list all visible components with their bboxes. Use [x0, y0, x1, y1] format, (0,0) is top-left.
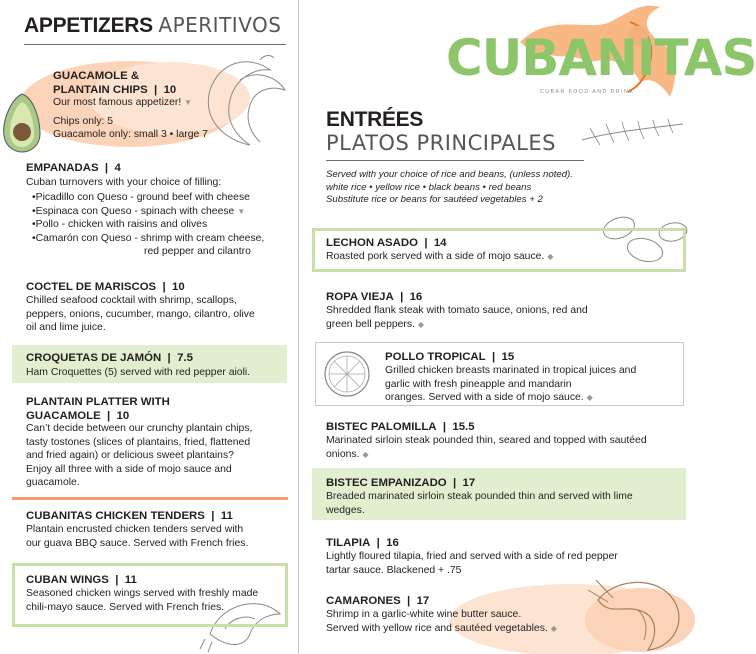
plantain-platter-desc-line: guacamole.	[26, 477, 80, 489]
list-item: •Pollo - chicken with raisins and olives	[32, 219, 208, 231]
plantain-platter-price: 10	[116, 410, 130, 422]
empanizado-desc-line: wedges.	[326, 504, 365, 516]
ropa-price: 16	[409, 291, 423, 303]
palomilla-desc-line	[326, 448, 647, 462]
entrees-heading-rule	[326, 160, 584, 161]
diamond-icon: ◆	[547, 252, 554, 261]
plantain-platter-desc-line: Enjoy all three with a side of mojo sauce and	[26, 463, 232, 475]
logo-wordmark: CUBANITAS	[446, 29, 756, 87]
guacamole-name-line2: PLANTAIN CHIPS | 10	[53, 84, 177, 96]
rosemary-sketch-icon	[580, 118, 685, 148]
lechon-name: LECHON ASADO | 14	[326, 237, 447, 249]
pollo-desc-text: oranges. Served with a side of mojo sauce.	[385, 392, 584, 404]
coctel-desc-line: Chilled seafood cocktail with shrimp, scallops,	[26, 295, 237, 306]
diamond-icon: ◆	[417, 319, 425, 329]
appetizers-heading-rule	[24, 44, 286, 45]
orange-divider	[12, 497, 288, 500]
pollo-desc-line: Grilled chicken breasts marinated in tropical juices and	[385, 365, 637, 376]
palomilla-price: 15.5	[452, 421, 475, 433]
palomilla-name: BISTEC PALOMILLA | 15.5	[326, 421, 475, 433]
tilapia-desc-line: tartar sauce. Blackened + .75	[326, 564, 462, 576]
wings-desc-line: Seasoned chicken wings served with freshly made	[26, 588, 259, 599]
guacamole-desc-text: Our most famous appetizer!	[53, 97, 182, 108]
pollo-name: POLLO TROPICAL | 15	[385, 351, 515, 363]
diamond-icon: ◆	[586, 393, 593, 403]
tenders-name-text: CUBANITAS CHICKEN TENDERS	[26, 510, 205, 522]
palomilla-name-text: BISTEC PALOMILLA	[326, 421, 437, 433]
plantain-platter-desc-line: Can’t decide between our crunchy plantain chips,	[26, 423, 253, 434]
list-item: •Camarón con Queso - shrimp with cream cheese,	[32, 232, 265, 244]
palomilla-desc-text: onions.	[326, 448, 360, 460]
ropa-desc-line	[326, 318, 588, 332]
guacamole-name-line1: GUACAMOLE &	[53, 70, 140, 82]
guacamole-price: 10	[163, 84, 177, 96]
empanadas-name: EMPANADAS | 4	[26, 162, 121, 174]
plantain-platter-desc-line: tasty tostones (slices of plantains, fried, flattened	[26, 436, 251, 448]
pollo-name-text: POLLO TROPICAL	[385, 351, 486, 363]
plantain-platter-name-line1: PLANTAIN PLATTER WITH	[26, 396, 170, 408]
wings-desc	[26, 587, 258, 614]
avocado-icon	[0, 92, 44, 154]
chevron-down-icon: ▼	[184, 98, 193, 107]
list-item: red pepper and cilantro	[144, 246, 251, 258]
appetizers-heading-bold: APPETIZERS	[24, 14, 153, 37]
ropa-name-text: ROPA VIEJA	[326, 291, 394, 303]
pollo-desc-line: garlic with fresh pineapple and mandarin	[385, 378, 572, 390]
appetizers-heading-light: APERITIVOS	[158, 13, 282, 37]
wings-name: CUBAN WINGS | 11	[26, 574, 137, 586]
coctel-name: COCTEL DE MARISCOS | 10	[26, 281, 185, 293]
tilapia-desc	[326, 550, 618, 577]
column-divider	[298, 0, 299, 654]
camarones-desc-line: Shrimp in a garlic-white wine butter sauce.	[326, 609, 522, 620]
ropa-desc-text: green bell peppers.	[326, 318, 415, 330]
tilapia-name: TILAPIA | 16	[326, 537, 399, 549]
lechon-desc-text: Roasted pork served with a side of mojo sauce.	[326, 251, 545, 262]
empanadas-desc: Cuban turnovers with your choice of filling:	[26, 177, 222, 188]
croquetas-name-text: CROQUETAS DE JAMÓN	[26, 352, 162, 364]
shrimp-orange-icon	[578, 570, 688, 654]
wings-desc-line: chili-mayo sauce. Served with French fries.	[26, 601, 225, 613]
lechon-desc	[326, 250, 553, 264]
lechon-name-text: LECHON ASADO	[326, 237, 418, 249]
list-item: •Picadillo con Queso - ground beef with cheese	[32, 192, 250, 203]
tilapia-price: 16	[386, 537, 399, 549]
ropa-desc	[326, 304, 588, 331]
plantain-sketch-icon	[200, 50, 290, 150]
plantain-platter-name-text: GUACAMOLE	[26, 410, 101, 422]
wings-name-text: CUBAN WINGS	[26, 574, 109, 586]
coctel-name-text: COCTEL DE MARISCOS	[26, 281, 157, 293]
empanizado-price: 17	[462, 477, 476, 489]
empanizado-name: BISTEC EMPANIZADO | 17	[326, 477, 476, 489]
camarones-desc-line	[326, 622, 557, 636]
coctel-price: 10	[172, 281, 185, 293]
croquetas-price: 7.5	[177, 352, 193, 364]
empanizado-desc	[326, 490, 633, 517]
camarones-name-text: CAMARONES	[326, 595, 401, 607]
entrees-intro-line: white rice • yellow rice • black beans • red beans	[326, 181, 532, 193]
tenders-price: 11	[220, 510, 233, 522]
empanizado-name-text: BISTEC EMPANIZADO	[326, 477, 447, 489]
coctel-desc	[26, 294, 255, 335]
diamond-icon: ◆	[550, 623, 557, 633]
empanizado-desc-line: Breaded marinated sirloin steak pounded thin and served with lime	[326, 491, 633, 502]
camarones-desc-text: Served with yellow rice and sautéed vegetables.	[326, 622, 548, 634]
tenders-desc-line: Plantain encrusted chicken tenders served with	[26, 524, 244, 535]
guacamole-only-price: Guacamole only: small 3 • large 7	[53, 129, 208, 140]
pollo-desc-line	[385, 391, 636, 405]
ropa-desc-line: Shredded flank steak with tomato sauce, onions, red and	[326, 305, 588, 316]
palomilla-desc	[326, 434, 647, 461]
lechon-price: 14	[433, 237, 447, 249]
entrees-intro-line: Substitute rice or beans for sautéed vegetables + 2	[326, 194, 543, 206]
plantain-platter-desc-line: and fried again) or delicious sweet plantains?	[26, 450, 234, 462]
empanadas-filling-list	[32, 191, 264, 259]
guacamole-desc	[53, 96, 192, 110]
guacamole-chips-price: Chips only: 5	[53, 116, 114, 127]
pollo-desc	[385, 364, 636, 405]
tilapia-desc-line: Lightly floured tilapia, fried and served with a side of red pepper	[326, 551, 618, 562]
empanadas-price: 4	[114, 162, 121, 174]
list-item	[32, 205, 264, 219]
guacamole-name-text: PLANTAIN CHIPS	[53, 84, 148, 96]
entrees-intro-line: Served with your choice of rice and beans, (unless noted).	[326, 169, 573, 180]
entrees-heading: ENTRÉES	[326, 108, 424, 131]
plantain-platter-name-line2: GUACAMOLE | 10	[26, 410, 130, 422]
camarones-price: 17	[416, 595, 430, 607]
coctel-desc-line: oil and lime juice.	[26, 322, 106, 334]
wings-price: 11	[124, 574, 137, 586]
coctel-desc-line: peppers, onions, cucumber, mango, cilantro, olive	[26, 308, 255, 320]
diamond-icon: ◆	[362, 449, 369, 459]
croquetas-desc: Ham Croquettes (5) served with red pepper aioli.	[26, 367, 251, 378]
tenders-name: CUBANITAS CHICKEN TENDERS | 11	[26, 510, 233, 522]
logo-tagline: CUBAN FOOD AND DRINK	[540, 89, 635, 95]
tenders-desc	[26, 523, 248, 550]
camarones-name: CAMARONES | 17	[326, 595, 430, 607]
croquetas-name: CROQUETAS DE JAMÓN | 7.5	[26, 352, 193, 364]
palomilla-desc-line: Marinated sirloin steak pounded thin, seared and topped with sautéed	[326, 435, 647, 446]
list-item-text: •Espinaca con Queso - spinach with cheese	[32, 205, 235, 217]
tenders-desc-line: our guava BBQ sauce. Served with French fries.	[26, 537, 249, 549]
guacamole-name	[53, 69, 176, 97]
entrees-heading-light: PLATOS PRINCIPALES	[326, 131, 556, 155]
appetizers-heading	[24, 13, 281, 38]
plantain-platter-desc	[26, 422, 252, 490]
camarones-desc	[326, 608, 557, 635]
chevron-down-icon: ▼	[237, 206, 246, 216]
ropa-name: ROPA VIEJA | 16	[326, 291, 423, 303]
tilapia-name-text: TILAPIA	[326, 537, 371, 549]
pollo-price: 15	[501, 351, 515, 363]
plantain-platter-name	[26, 395, 170, 423]
entrees-intro	[326, 169, 573, 207]
empanadas-name-text: EMPANADAS	[26, 162, 99, 174]
